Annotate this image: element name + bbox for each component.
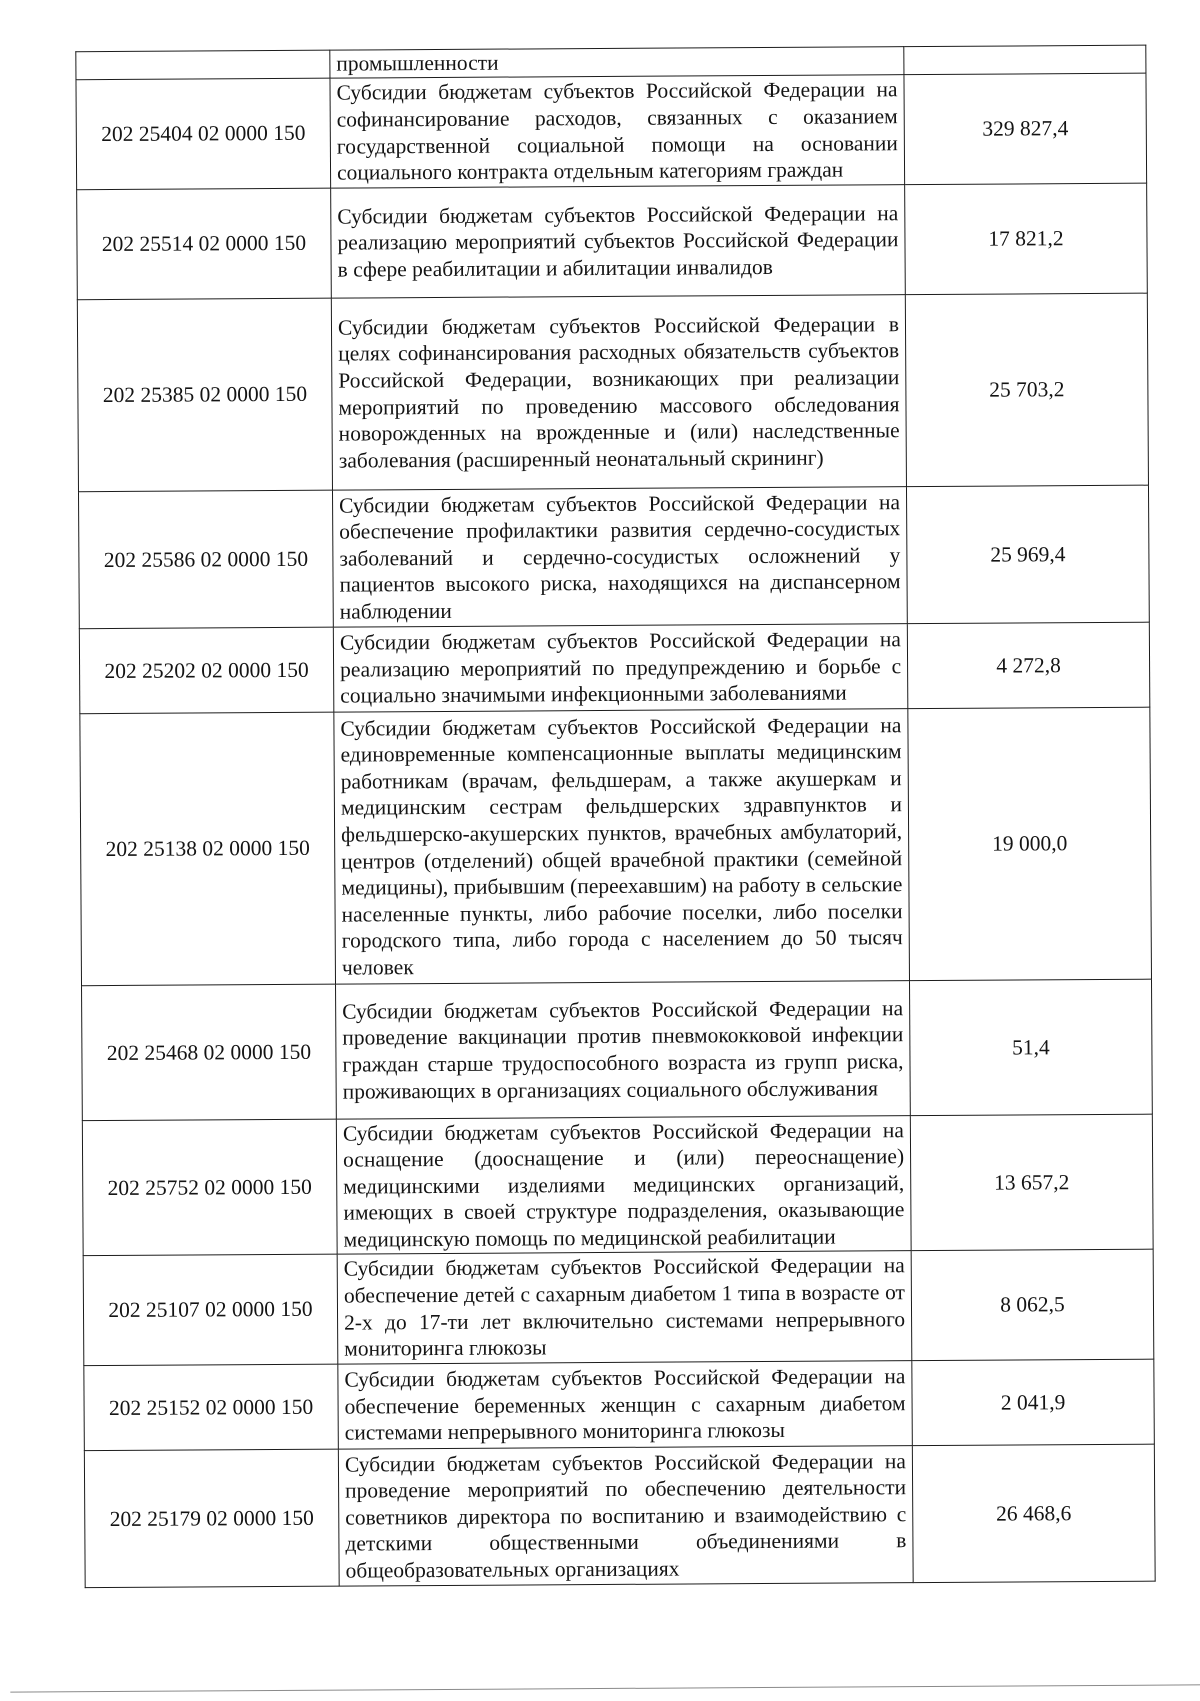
page-bottom-edge xyxy=(10,1684,1200,1692)
description-cell: Субсидии бюджетам субъектов Российской Федерации на оснащение (дооснащение и (или) переоснащение) медицинскими изделиями медицинских организаций, имеющих в своей структуре подразделения, оказывающие медицинскую помощь по медицинской реабилитации xyxy=(336,1116,911,1255)
description-cell: Субсидии бюджетам субъектов Российской Федерации на обеспечение профилактики развития сердечно-сосудистых заболеваний и сердечно-сосудистых осложнений у пациентов высокого риска, находящихся на диспансерном наблюдении xyxy=(332,487,907,628)
amount-cell: 4 272,8 xyxy=(907,622,1150,708)
amount-cell: 26 468,6 xyxy=(912,1444,1155,1582)
description-cell: Субсидии бюджетам субъектов Российской Федерации на единовременные компенсационные выплаты медицинским работникам (врачам, фельдшерам, а также акушеркам и медицинским сестрам фельдшерских здравпунктов и фельдшерско-акушерских пунктов, врачебных амбулаторий, центров (отделений) общей врачебной практики (семейной медицины), прибывшим (переехавшим) на работу в сельские населенные пункты, либо рабочие поселки, либо поселки городского типа, либо города с населением до 50 тысяч человек xyxy=(334,709,910,985)
code-cell: 202 25404 02 0000 150 xyxy=(76,78,331,190)
description-cell: Субсидии бюджетам субъектов Российской Федерации на реализацию мероприятий субъектов Российской Федерации в сфере реабилитации и абилитации инвалидов xyxy=(331,185,906,299)
code-cell: 202 25202 02 0000 150 xyxy=(79,627,334,714)
table-row xyxy=(82,979,1153,1121)
code-cell: 202 25179 02 0000 150 xyxy=(84,1449,339,1588)
description-cell: Субсидии бюджетам субъектов Российской Федерации на софинансирование расходов, связанных с оказанием государственной социальной помощи на основании социального контракта отдельным категориям граждан xyxy=(330,75,905,189)
budget-subsidies-table xyxy=(75,45,1155,1589)
amount-cell: 25 969,4 xyxy=(906,485,1149,623)
amount-cell: 329 827,4 xyxy=(904,73,1147,184)
table-row xyxy=(78,485,1149,629)
code-cell: 202 25752 02 0000 150 xyxy=(82,1119,337,1256)
description-cell: промышленности xyxy=(330,47,904,79)
amount-cell: 25 703,2 xyxy=(905,293,1148,486)
code-cell: 202 25385 02 0000 150 xyxy=(77,298,332,492)
table-row xyxy=(77,293,1148,492)
amount-cell: 17 821,2 xyxy=(905,183,1148,294)
description-cell: Субсидии бюджетам субъектов Российской Федерации в целях софинансирования расходных обязательств субъектов Российской Федерации, возникающих при реализации мероприятий по проведению массового обследования новорожденных на врожденные и (или) наследственные заболевания (расширенный неонатальный скрининг) xyxy=(331,295,906,491)
description-cell: Субсидии бюджетам субъектов Российской Федерации на обеспечение беременных женщин с сахарным диабетом системами непрерывного мониторинга глюкозы xyxy=(338,1361,913,1450)
table-row xyxy=(80,707,1152,986)
code-cell: 202 25107 02 0000 150 xyxy=(83,1254,338,1366)
amount-cell: 13 657,2 xyxy=(910,1114,1153,1250)
table-row xyxy=(83,1249,1154,1366)
code-cell: 202 25152 02 0000 150 xyxy=(84,1364,339,1451)
table-row xyxy=(79,622,1149,714)
description-cell: Субсидии бюджетам субъектов Российской Федерации на проведение мероприятий по обеспечению деятельности советников директора по воспитанию и взаимодействию с детскими общественными объединениями в общеобразовательных организациях xyxy=(338,1446,913,1587)
table-row xyxy=(82,1114,1153,1256)
code-cell: 202 25586 02 0000 150 xyxy=(78,490,333,629)
table-row xyxy=(77,183,1148,300)
table-row xyxy=(76,73,1147,190)
code-cell: 202 25514 02 0000 150 xyxy=(77,188,332,300)
amount-cell: 2 041,9 xyxy=(912,1359,1155,1445)
amount-cell xyxy=(904,45,1146,74)
description-cell: Субсидии бюджетам субъектов Российской Федерации на обеспечение детей с сахарным диабетом 1 типа в возрасте от 2-х до 17-ти лет включительно системами непрерывного мониторинга глюкозы xyxy=(337,1251,912,1365)
code-cell xyxy=(76,50,330,80)
amount-cell: 19 000,0 xyxy=(908,707,1152,980)
amount-cell: 51,4 xyxy=(909,979,1152,1115)
code-cell: 202 25138 02 0000 150 xyxy=(80,712,336,986)
table-row xyxy=(84,1444,1155,1588)
amount-cell: 8 062,5 xyxy=(911,1249,1154,1360)
description-cell: Субсидии бюджетам субъектов Российской Федерации на проведение вакцинации против пневмококковой инфекции граждан старше трудоспособного возраста из групп риска, проживающих в организациях социального обслуживания xyxy=(336,981,911,1120)
code-cell: 202 25468 02 0000 150 xyxy=(82,984,337,1121)
table-row xyxy=(84,1359,1154,1451)
description-cell: Субсидии бюджетам субъектов Российской Федерации на реализацию мероприятий по предупреждению и борьбе с социально значимыми инфекционными заболеваниями xyxy=(333,624,908,713)
